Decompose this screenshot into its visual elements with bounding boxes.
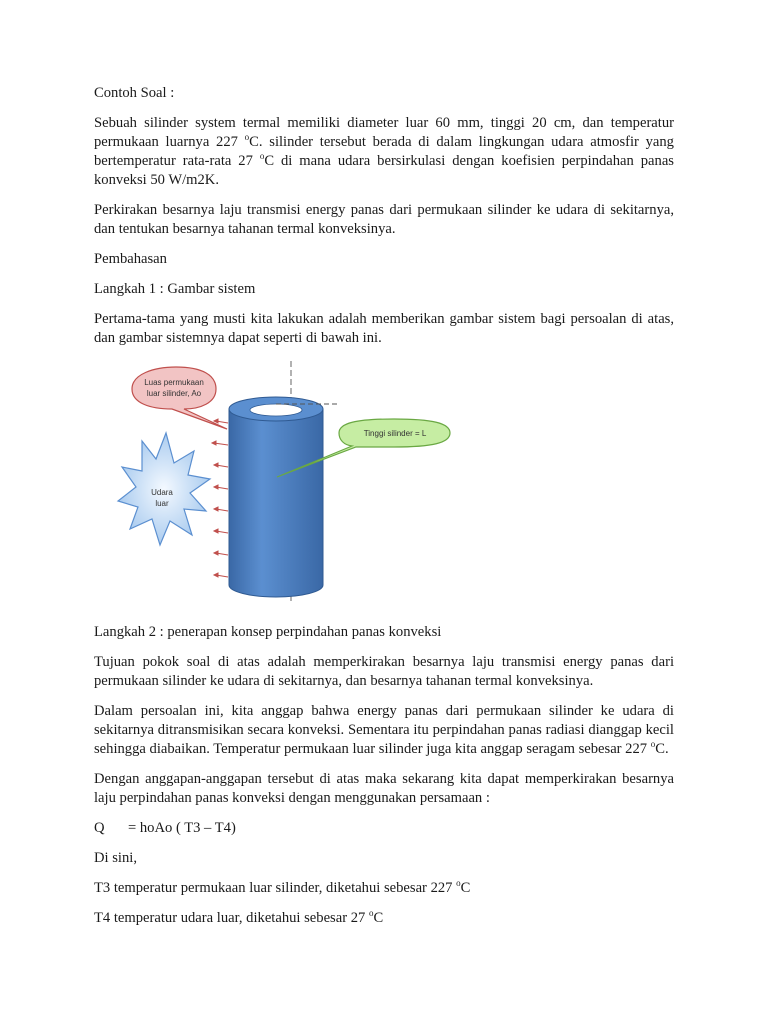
cylinder-hole	[250, 404, 302, 416]
air-label-2: luar	[155, 499, 169, 508]
equation-lhs: Q	[94, 820, 105, 836]
degree-sup: o	[456, 878, 461, 888]
step2-heading: Langkah 2 : penerapan konsep perpindahan panas konveksi	[94, 624, 442, 640]
equation-line	[94, 819, 674, 838]
question-paragraph: Perkirakan besarnya laju transmisi energy panas dari permukaan silinder ke udara di sekitarnya, dan tentukan besarnya tahanan termal konveksinya.	[94, 202, 674, 237]
t4-line	[94, 909, 674, 928]
disini-line: Di sini,	[94, 850, 137, 866]
degree-sup: o	[259, 151, 265, 161]
pembahasan-heading: Pembahasan	[94, 251, 167, 267]
document-page	[94, 84, 674, 939]
step1-paragraph: Pertama-tama yang musti kita lakukan adalah memberikan gambar sistem bagi persoalan di atas, dan gambar sistemnya dapat seperti di bawah ini.	[94, 311, 674, 346]
problem-text-2: C. silinder tersebut berada di dalam lingkungan udara atmosfir yang bertemperatur rata-rata 27	[94, 134, 674, 169]
degree-sup: o	[650, 739, 656, 749]
t4-text: T4 temperatur udara luar, diketahui sebesar 27	[94, 910, 369, 926]
cylinder-body	[229, 409, 323, 597]
cylinder-diagram	[94, 359, 674, 609]
heat-arrows	[212, 419, 228, 577]
degree-sup: o	[368, 908, 374, 918]
heading-contoh-soal: Contoh Soal :	[94, 85, 175, 101]
callout-area-text-1: Luas permukaan	[144, 378, 204, 387]
assumption-unit: C.	[655, 741, 669, 757]
problem-text-1: Sebuah silinder system termal memiliki diameter luar 60 mm, tinggi 20 cm, dan temperatur permukaan luarnya 227	[94, 115, 674, 150]
t4-unit: C	[373, 910, 384, 926]
equation-rhs: = hoAo ( T3 – T4)	[128, 820, 236, 836]
t3-unit: C	[460, 880, 471, 896]
assumption-text: Dalam persoalan ini, kita anggap bahwa energy panas dari permukaan silinder ke udara di sekitarnya ditransmisikan secara konveksi. Sementara itu perpindahan panas radiasi dianggap kecil sehingga diabaikan. Temperatur permukaan luar silinder juga kita anggap seragam sebesar 227	[94, 703, 674, 757]
t3-line	[94, 879, 674, 898]
step2-paragraph: Tujuan pokok soal di atas adalah memperkirakan besarnya laju transmisi energy panas dari permukaan silinder ke udara di sekitarnya, dan besarnya tahanan termal konveksinya.	[94, 654, 674, 689]
step1-heading: Langkah 1 : Gambar sistem	[94, 281, 256, 297]
problem-text-3: C di mana udara bersirkulasi dengan koefisien perpindahan panas konveksi 50 W/m2K.	[94, 153, 674, 188]
callout-area	[132, 367, 227, 429]
t3-text: T3 temperatur permukaan luar silinder, diketahui sebesar 227	[94, 880, 457, 896]
air-label-1: Udara	[151, 488, 173, 497]
system-figure	[94, 359, 674, 609]
equation-intro-paragraph: Dengan anggapan-anggapan tersebut di atas maka sekarang kita dapat memperkirakan besarnya laju perpindahan panas konveksi dengan menggunakan persamaan :	[94, 771, 674, 806]
degree-sup: o	[244, 132, 250, 142]
assumption-paragraph	[94, 702, 674, 759]
callout-height-text: Tinggi silinder = L	[363, 429, 427, 438]
callout-area-text-2: luar silinder, Ao	[146, 389, 202, 398]
problem-paragraph	[94, 114, 674, 190]
